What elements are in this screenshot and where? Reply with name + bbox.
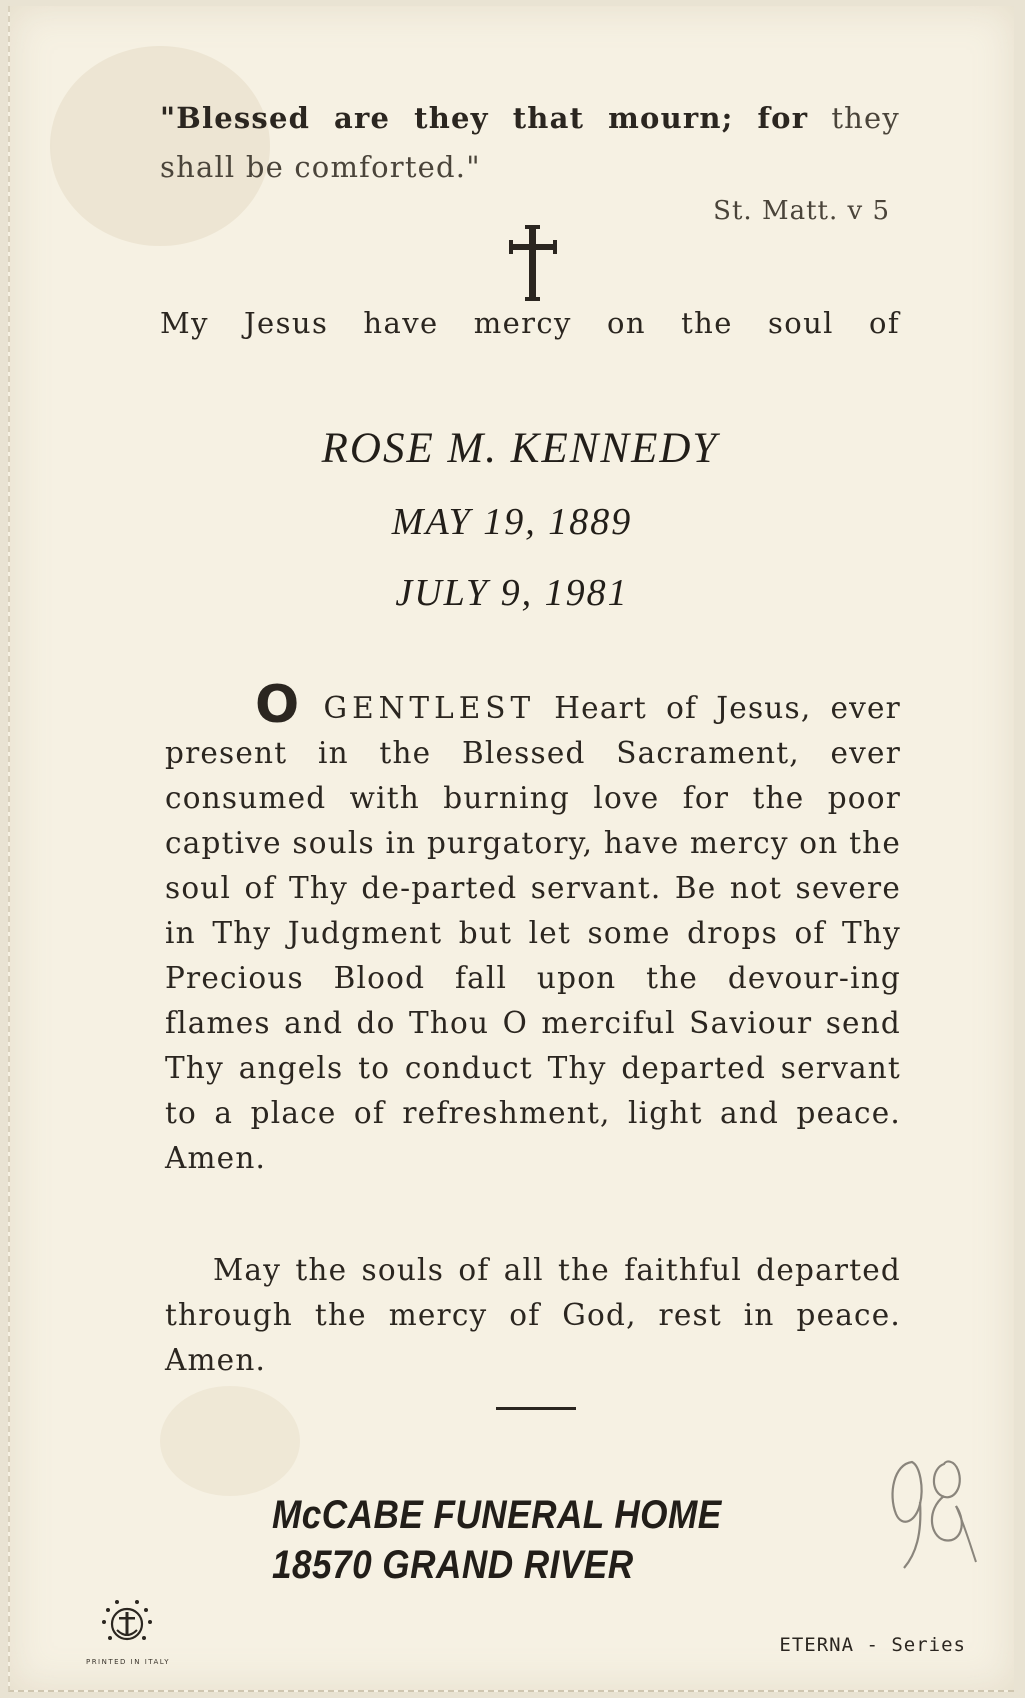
quote-line-2: they shall be comforted.": [160, 101, 901, 184]
birth-date: MAY 19, 1889: [391, 501, 633, 543]
funeral-home-address: 18570 GRAND RIVER: [272, 1543, 634, 1587]
paper-stain: [160, 1386, 300, 1496]
drop-cap: O: [255, 675, 301, 735]
cross-icon: [506, 224, 560, 302]
handwritten-note: [882, 1444, 982, 1574]
series-label: ETERNA - Series: [779, 1634, 966, 1656]
printed-in-italy: PRINTED IN ITALY: [85, 1658, 171, 1666]
closing-prayer: May the souls of all the faithful departed through the mercy of God, rest in peace. Amen.: [165, 1253, 901, 1377]
prayer-text: [165, 675, 901, 1181]
intro-line: My Jesus have mercy on the soul of: [160, 306, 900, 340]
memorial-card: [8, 6, 1014, 1692]
prayer-lead-word: GENTLEST: [323, 691, 536, 725]
funeral-home-block: [272, 1490, 722, 1590]
divider-rule: [496, 1407, 576, 1410]
death-date: JULY 9, 1981: [395, 572, 629, 614]
funeral-home-name: McCABE FUNERAL HOME: [272, 1493, 722, 1537]
printer-emblem-icon: [72, 1578, 182, 1688]
prayer-body: Heart of Jesus, ever present in the Blessed Sacrament, ever consumed with burning love for the poor captive souls in purgatory, have mercy on the soul of Thy de-parted servant. Be not severe in Thy Judgment but let some drops of Thy Precious Blood fall upon the devour-ing flames and do Thou O merciful Saviour send Thy angels to conduct Thy departed servant to a place of refreshment, light and peace. Amen.: [165, 691, 901, 1175]
deceased-name: ROSE M. KENNEDY: [321, 425, 719, 472]
scripture-citation: St. Matt. v 5: [713, 196, 890, 226]
scripture-quote: [160, 94, 900, 192]
quote-line-1: "Blessed are they that mourn; for: [160, 101, 809, 135]
